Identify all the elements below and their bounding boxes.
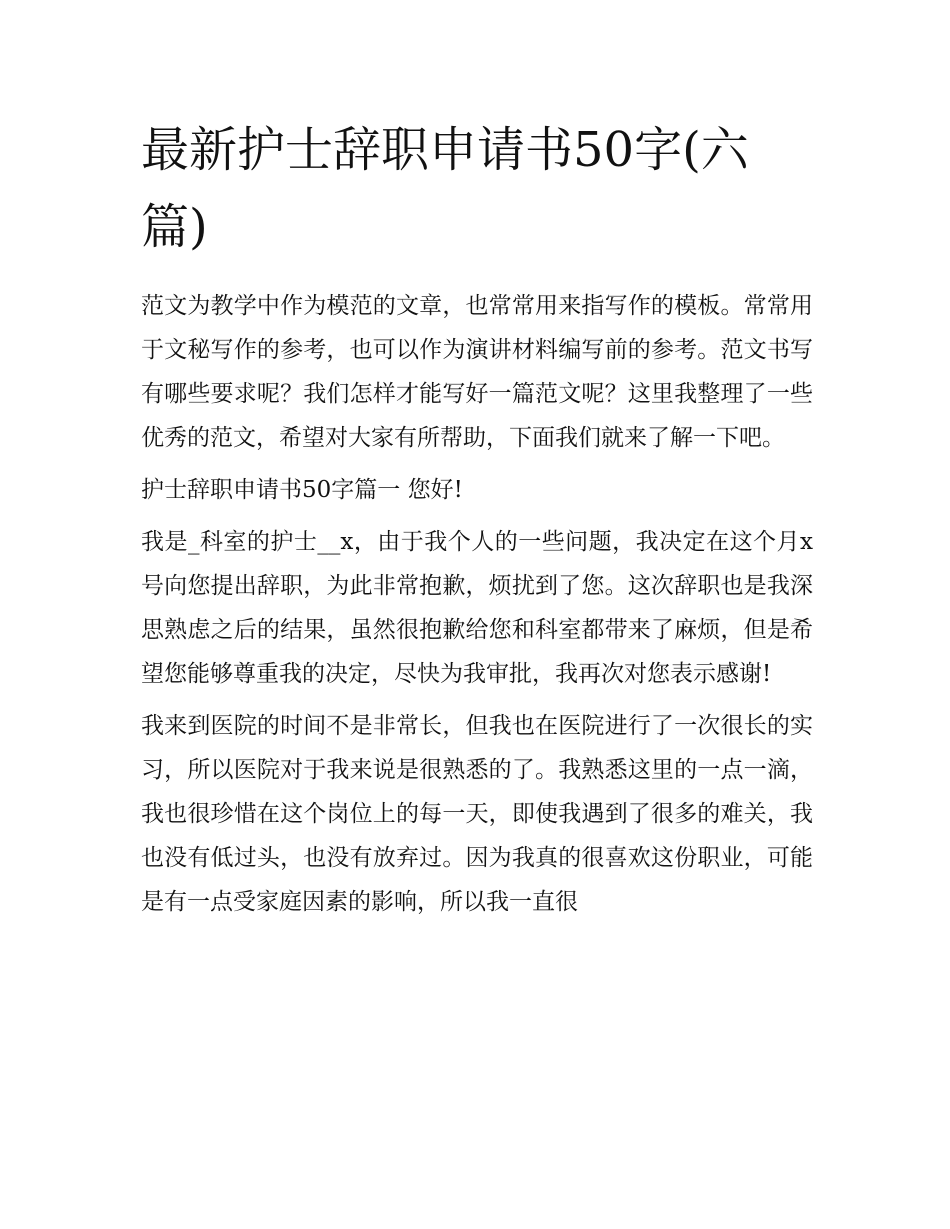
document-page (141, 112, 813, 932)
document-title: 最新护士辞职申请书50字(六篇) (141, 122, 749, 255)
body-paragraph: 我来到医院的时间不是非常长，但我也在医院进行了一次很长的实习，所以医院对于我来说是很熟悉的了。我熟悉这里的一点一滴，我也很珍惜在这个岗位上的每一天，即使我遇到了很多的难关，我也没有低过头，也没有放弃过。因为我真的很喜欢这份职业，可能是有一点受家庭因素的影响，所以我一直很 (141, 713, 813, 915)
intro-paragraph: 范文为教学中作为模范的文章，也常常用来指写作的模板。常常用于文秘写作的参考，也可以作为演讲材料编写前的参考。范文书写有哪些要求呢？我们怎样才能写好一篇范文呢？这里我整理了一些优秀的范文，希望对大家有所帮助，下面我们就来了解一下吧。 (141, 293, 813, 451)
body-paragraph: 我是_科室的护士__x，由于我个人的一些问题，我决定在这个月x号向您提出辞职，为此非常抱歉，烦扰到了您。这次辞职也是我深思熟虑之后的结果，虽然很抱歉给您和科室都带来了麻烦，但是希望您能够尊重我的决定，尽快为我审批，我再次对您表示感谢! (141, 529, 813, 687)
section-heading-paragraph: 护士辞职申请书50字篇一 您好! (141, 477, 463, 503)
